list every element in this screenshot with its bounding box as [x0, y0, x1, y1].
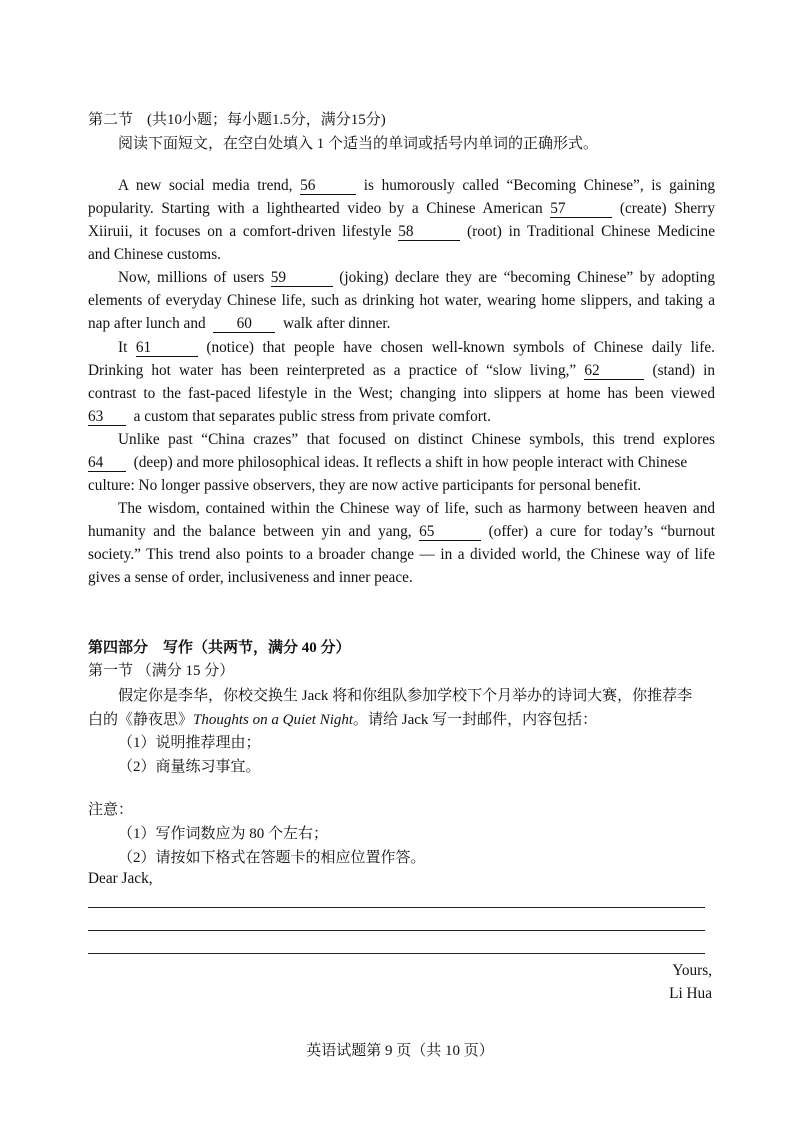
part4-section1-title: 第一节 （满分 15 分） [88, 663, 235, 679]
part4-title: 第四部分 写作（共两节，满分 40 分） [88, 640, 351, 656]
blank-61: 61 [136, 339, 198, 357]
letter-signature: Li Hua [669, 985, 712, 1002]
blank-64: 64 [88, 454, 126, 472]
blank-62: 62 [584, 362, 644, 380]
writing-line [88, 930, 705, 931]
section-scoring: (共10小题；每小题1.5分，满分15分) [147, 112, 386, 128]
blank-63: 63 [88, 408, 126, 426]
passage-line: 63 a custom that separates public stress from private comfort. [88, 408, 491, 425]
blank-65: 65 [419, 523, 481, 541]
passage-line: A new social media trend, 56 is humorously called “Becoming Chinese”, is gaining [118, 177, 716, 194]
section-title: 第二节 [88, 112, 134, 128]
blank-56: 56 [300, 177, 356, 195]
section-instruction: 阅读下面短文，在空白处填入 1 个适当的单词或括号内单词的正确形式。 [118, 136, 599, 152]
passage-line: Drinking hot water has been reinterpreted as a practice of “slow living,” 62 (stand) in [88, 362, 716, 379]
writing-prompt-line2: 白的《静夜思》Thoughts on a Quiet Night。请给 Jack 写一封邮件，内容包括： [88, 712, 598, 728]
writing-line [88, 907, 705, 908]
passage-line: 64 (deep) and more philosophical ideas. It reflects a shift in how people interact with Chinese [88, 454, 688, 471]
note-item-2: （2）请按如下格式在答题卡的相应位置作答。 [118, 850, 426, 866]
note-title: 注意： [88, 802, 134, 818]
passage-line: Now, millions of users 59 (joking) declare they are “becoming Chinese” by adopting [118, 269, 715, 286]
passage-line: and Chinese customs. [88, 246, 221, 263]
passage-line: gives a sense of order, inclusiveness and inner peace. [88, 569, 413, 586]
blank-60: 60 [213, 315, 275, 333]
section-heading [88, 108, 386, 129]
writing-point-1: （1）说明推荐理由； [118, 735, 261, 751]
letter-salutation: Dear Jack, [88, 870, 153, 887]
passage-line: elements of everyday Chinese life, such as drinking hot water, wearing home slippers, and taking a [88, 292, 715, 309]
passage-line: popularity. Starting with a lighthearted video by a Chinese American 57 (create) Sherry [88, 200, 716, 217]
passage-line: The wisdom, contained within the Chinese way of life, such as harmony between heaven and [118, 500, 715, 517]
writing-point-2: （2）商量练习事宜。 [118, 759, 261, 775]
writing-line [88, 953, 705, 954]
blank-59: 59 [271, 269, 333, 287]
page-footer: 英语试题第 9 页（共 10 页） [306, 1043, 494, 1059]
passage-line: Xiiruii, it focuses on a comfort-driven lifestyle 58 (root) in Traditional Chinese Medicine [88, 223, 715, 240]
letter-closing: Yours, [672, 962, 712, 979]
passage-line: contrast to the fast-paced lifestyle in the West; changing into slippers at home has been viewed [88, 385, 715, 402]
passage-line: society.” This trend also points to a broader change — in a divided world, the Chinese way of life [88, 546, 715, 563]
passage-line: nap after lunch and 60 walk after dinner. [88, 315, 391, 332]
note-item-1: （1）写作词数应为 80 个左右； [118, 826, 329, 842]
passage-line: humanity and the balance between yin and yang, 65 (offer) a cure for today’s “burnout [88, 523, 716, 540]
blank-58: 58 [398, 223, 460, 241]
passage-line: It 61 (notice) that people have chosen well-known symbols of Chinese daily life. [118, 339, 715, 356]
passage-line: culture: No longer passive observers, they are now active participants for personal benefit. [88, 477, 642, 494]
passage-line: Unlike past “China crazes” that focused on distinct Chinese symbols, this trend explores [118, 431, 715, 448]
poem-title: Thoughts on a Quiet Night [193, 712, 354, 728]
writing-prompt-line1: 假定你是李华，你校交换生 Jack 将和你组队参加学校下个月举办的诗词大赛，你推荐李 [118, 688, 693, 704]
blank-57: 57 [550, 200, 612, 218]
